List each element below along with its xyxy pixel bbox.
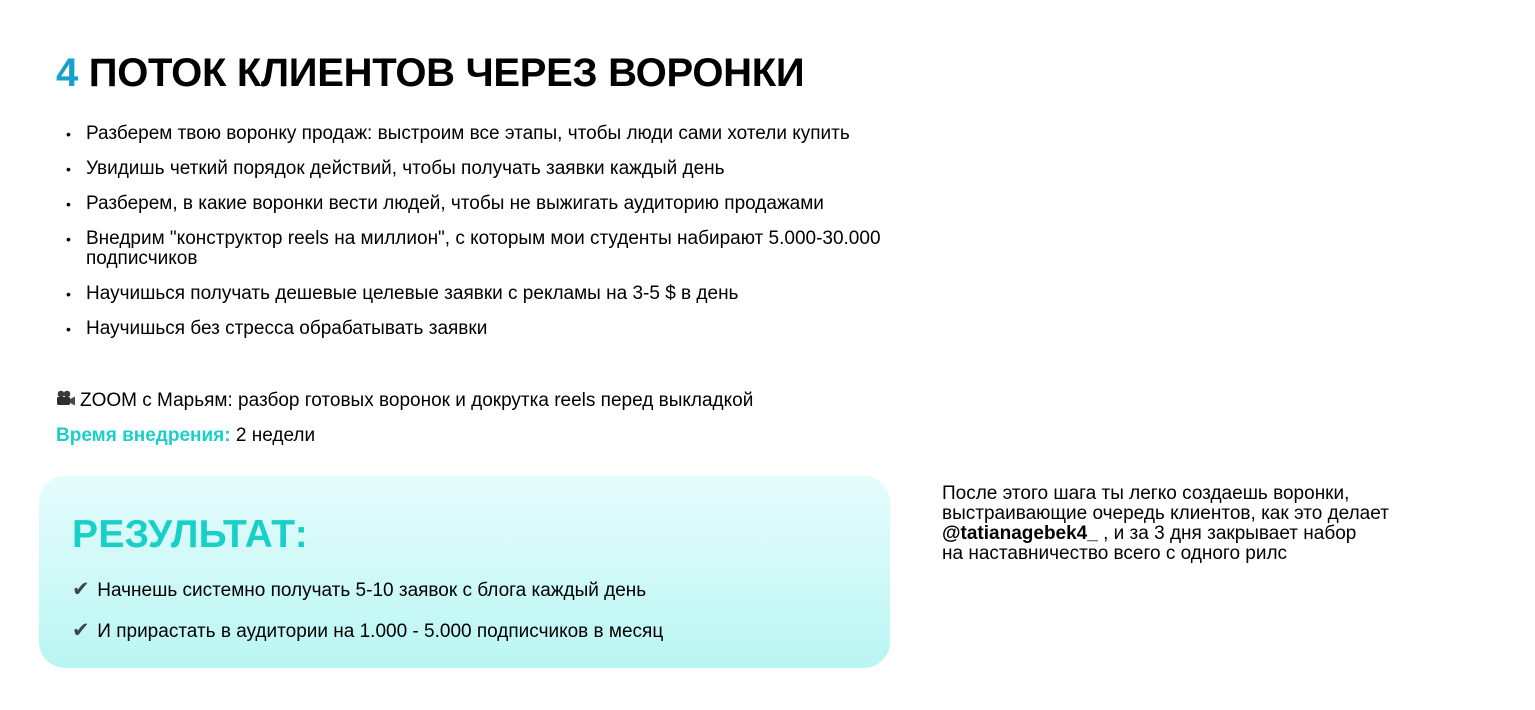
bullet-dot-icon: • (66, 231, 71, 247)
page-title (56, 50, 804, 96)
bullet-dot-icon: • (66, 126, 71, 142)
check-mark-icon: ✔ (72, 578, 90, 601)
list-item: • Научишься получать дешевые целевые заявки с рекламы на 3-5 $ в день (66, 283, 739, 304)
implementation-time (56, 425, 315, 447)
result-item: ✔ Начнешь системно получать 5-10 заявок с блога каждый день (72, 578, 647, 601)
bullet-dot-icon: • (66, 321, 71, 337)
implementation-label: Время внедрения: (56, 425, 231, 446)
list-item: • Научишься без стресса обрабатывать заявки (66, 318, 488, 339)
bullet-dot-icon: • (66, 196, 71, 212)
title-text: ПОТОК КЛИЕНТОВ ЧЕРЕЗ ВОРОНКИ (88, 51, 805, 95)
zoom-session-line (56, 390, 753, 412)
list-item: • Разберем твою воронку продаж: выстроим все этапы, чтобы люди сами хотели купить (66, 123, 850, 144)
result-card (39, 476, 890, 668)
list-item: • Увидишь четкий порядок действий, чтобы получать заявки каждый день (66, 158, 725, 179)
movie-camera-icon (56, 390, 76, 408)
list-item: • Внедрим "конструктор reels на миллион", с которым мои студенты набирают 5.000-30.000 подписчиков (66, 228, 881, 269)
result-title: РЕЗУЛЬТАТ: (72, 513, 309, 556)
implementation-value: 2 недели (235, 425, 316, 446)
check-mark-icon: ✔ (72, 619, 90, 642)
list-item: • Разберем, в какие воронки вести людей, чтобы не выжигать аудиторию продажами (66, 193, 824, 214)
feature-list (66, 124, 886, 354)
side-note: После этого шага ты легко создаешь воронки, выстраивающие очередь клиентов, как это делает @tatianagebek4_ , и за 3 дня закрывает набор на наставничество всего с одного рилс (942, 483, 1389, 564)
bullet-dot-icon: • (66, 286, 71, 302)
zoom-text: ZOOM с Марьям: разбор готовых воронок и докрутка reels перед выкладкой (80, 390, 754, 411)
result-item: ✔ И прирастать в аудитории на 1.000 - 5.000 подписчиков в месяц (72, 619, 664, 642)
bullet-dot-icon: • (66, 161, 71, 177)
instagram-handle: @tatianagebek4_ (942, 523, 1098, 544)
step-number: 4 (56, 51, 78, 95)
